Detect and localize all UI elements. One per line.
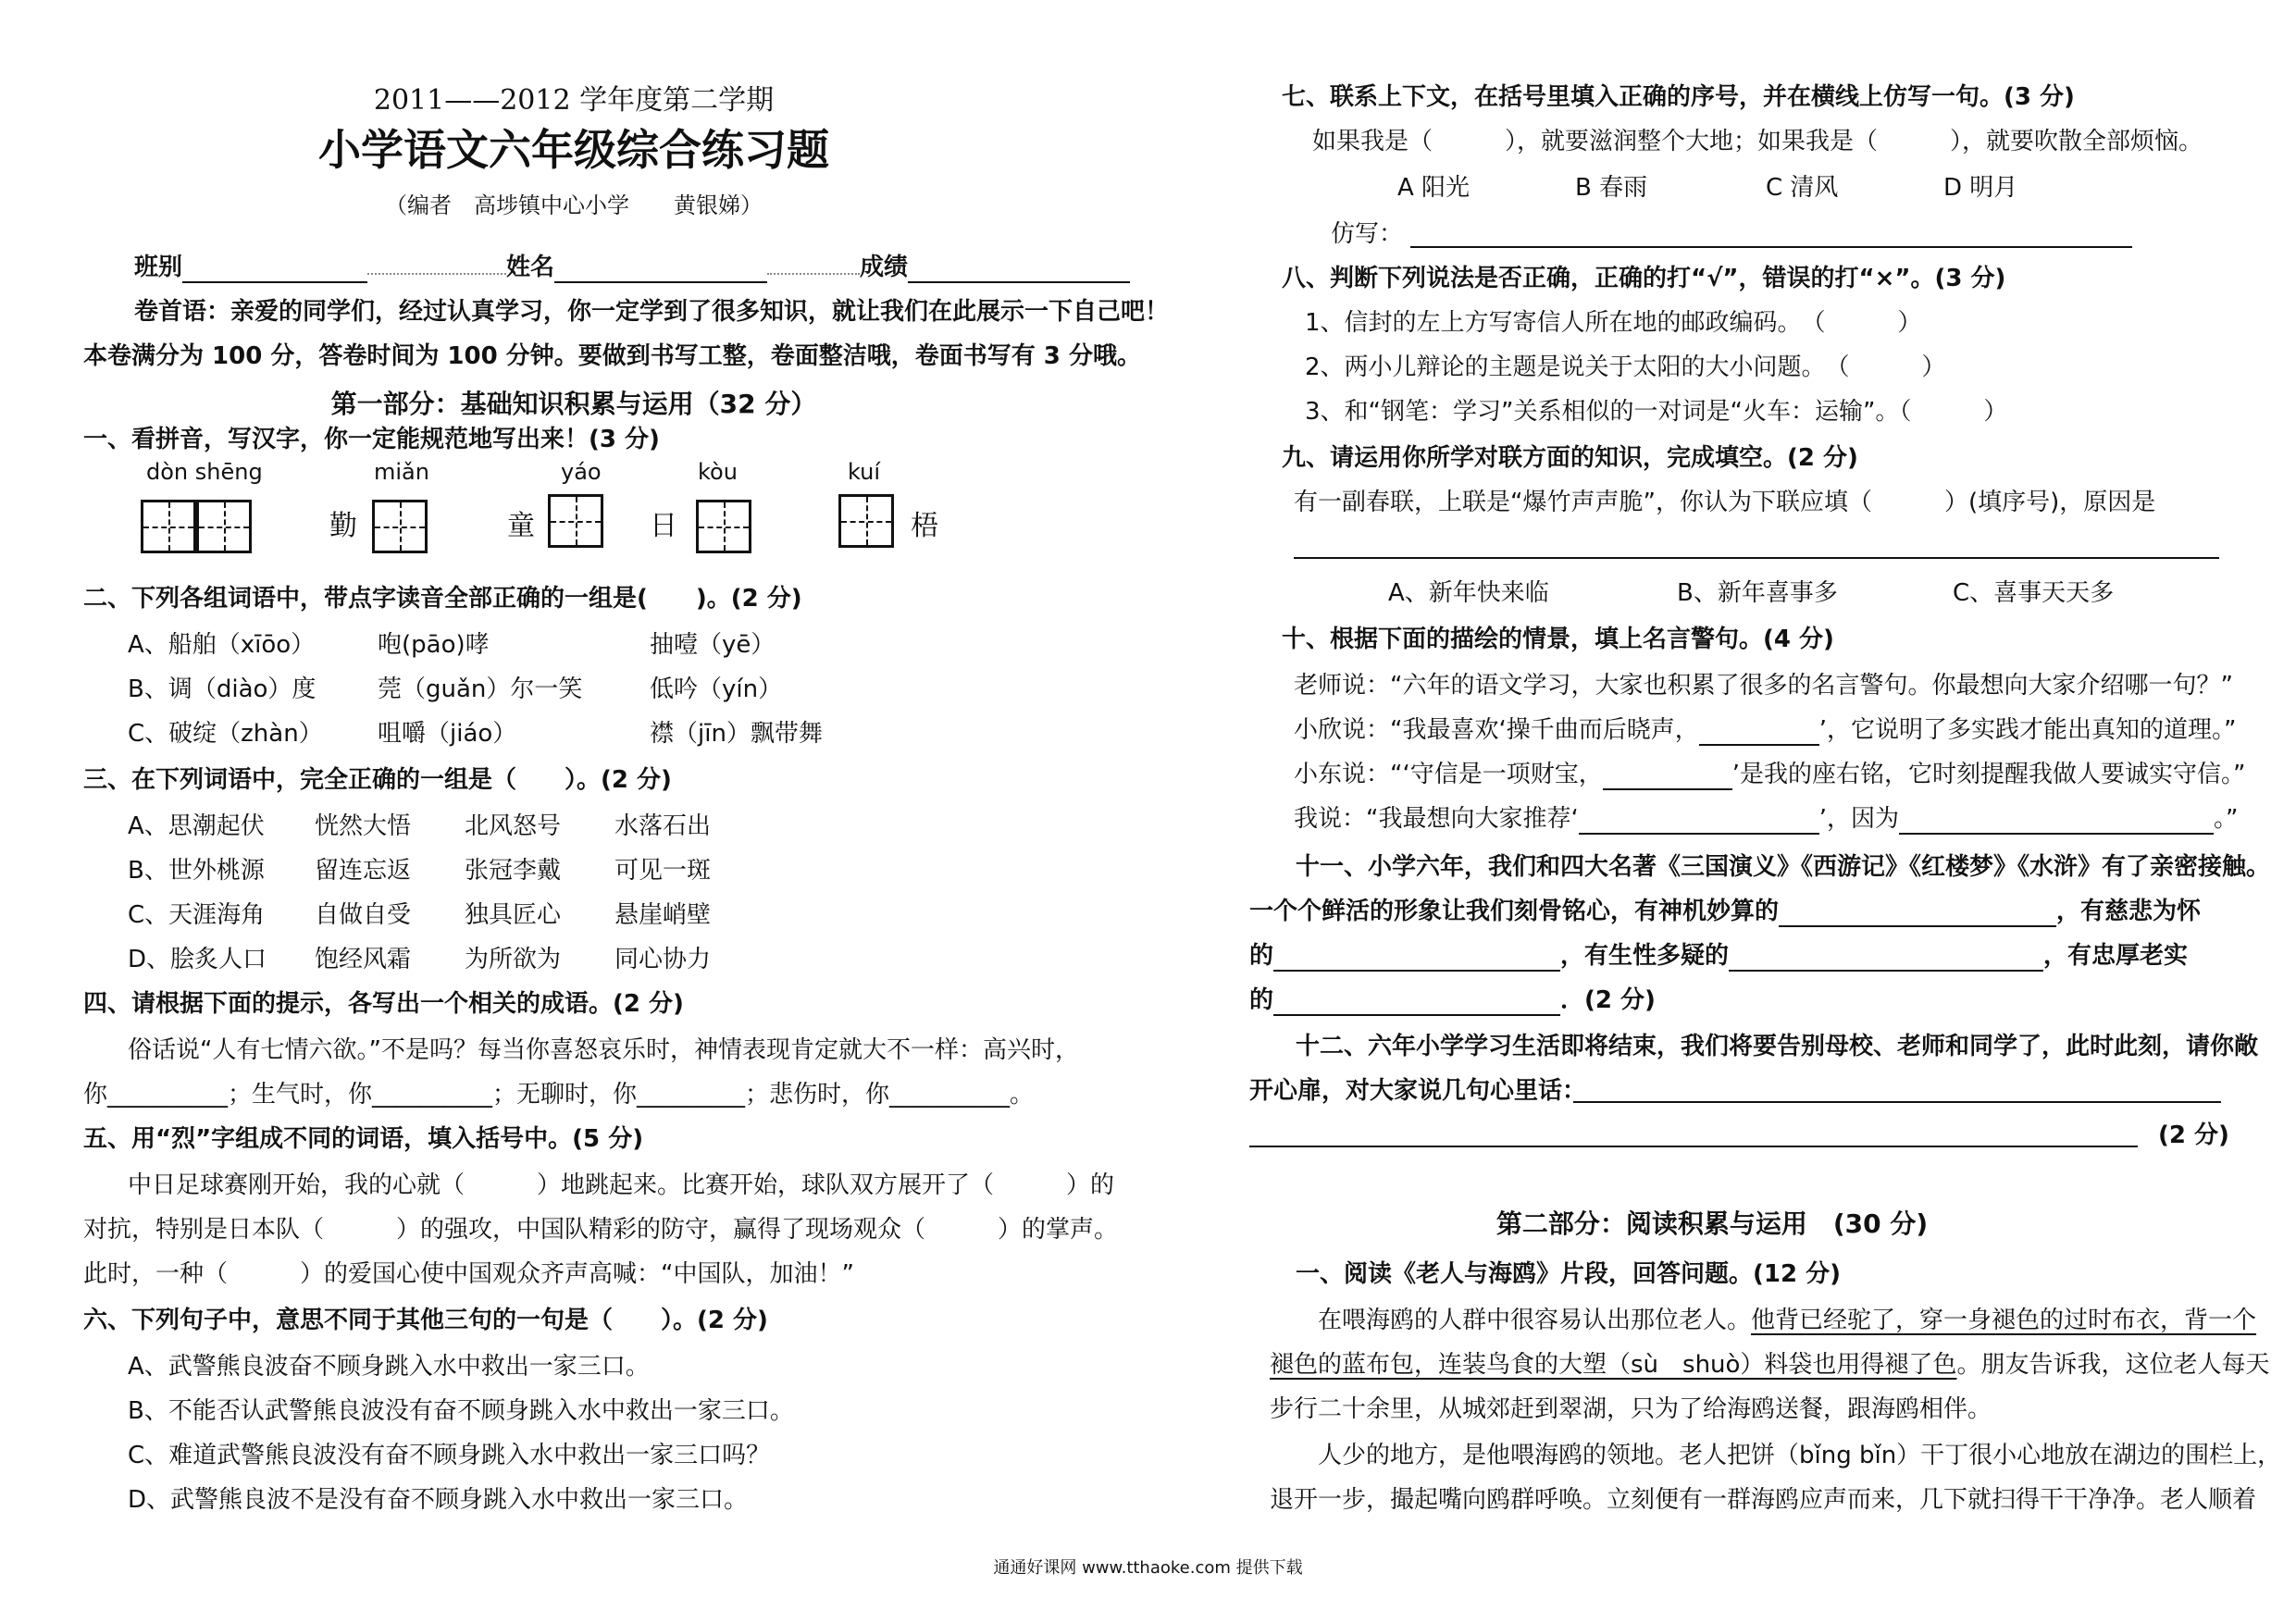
q1-pinyin-1: dòn shēng xyxy=(146,459,263,485)
q3-cell: 可见一斑 xyxy=(614,857,712,885)
q1-pinyin-5: kuí xyxy=(848,459,881,485)
q3-cell: 独具匠心 xyxy=(465,901,562,929)
q1-pinyin-4: kòu xyxy=(698,459,738,485)
writing-box[interactable] xyxy=(141,500,196,553)
q9-title: 九、请运用你所学对联方面的知识，完成填空。(2 分) xyxy=(1282,444,1858,472)
reading-p4: 人少的地方，是他喂海鸥的领地。老人把饼（bǐng bǐn）干丁很小心地放在湖边的围栏上， xyxy=(1318,1442,2282,1469)
q3-cell: B、世外桃源 xyxy=(128,857,265,885)
q7-option-b: B 春雨 xyxy=(1575,174,1648,202)
q2-b-1: B、调（diào）度 xyxy=(128,675,316,703)
q6-option-a: A、武警熊良波奋不顾身跳入水中救出一家三口。 xyxy=(128,1353,650,1381)
q2-c-2: 咀嚼（jiáo） xyxy=(378,720,517,748)
q12-answer-line[interactable] xyxy=(1573,1101,2221,1103)
q10-blank[interactable] xyxy=(1579,833,1819,835)
year-line: 2011——2012 学年度第二学期 xyxy=(373,84,775,117)
reading-p3: 步行二十余里，从城郊赶到翠湖，只为了给海鸥送餐，跟海鸥相伴。 xyxy=(1270,1395,1992,1423)
q9-option-c: C、喜事天天多 xyxy=(1953,579,2115,607)
writing-box[interactable] xyxy=(196,500,252,553)
q10-line-1: 老师说：“六年的语文学习，大家也积累了很多的名言警句。你最想向大家介绍哪一句？” xyxy=(1294,672,2233,700)
q2-a-2: 咆(pāo)哮 xyxy=(378,631,490,659)
q2-c-1: C、破绽（zhàn） xyxy=(128,720,323,748)
writing-box[interactable] xyxy=(696,500,751,553)
reading-p2: 褪色的蓝布包，连装鸟食的大塑（sù shuò）料袋也用得褪了色。朋友告诉我，这位老人每天 xyxy=(1270,1351,2270,1379)
q11-line-2: 一个个鲜活的形象让我们刻骨铭心，有神机妙算的 ，有慈悲为怀 xyxy=(1249,898,2202,925)
writing-box[interactable] xyxy=(838,494,894,548)
q3-cell: D、脍炙人口 xyxy=(128,946,267,973)
q9-option-b: B、新年喜事多 xyxy=(1677,579,1838,607)
q11-blank[interactable] xyxy=(1729,970,2043,972)
reading-title: 一、阅读《老人与海鸥》片段，回答问题。(12 分) xyxy=(1296,1260,1841,1288)
q11-line-4: 的 ．(2 分) xyxy=(1249,986,1656,1014)
q3-cell: 悬崖峭壁 xyxy=(614,901,712,929)
q3-cell: 为所欲为 xyxy=(465,946,562,973)
q2-b-3: 低吟（yín） xyxy=(650,675,783,703)
q2-title: 二、下列各组词语中，带点字读音全部正确的一组是( )。(2 分) xyxy=(83,585,802,613)
info-line xyxy=(134,252,1130,283)
q11-blank[interactable] xyxy=(1779,925,2056,927)
q1-char-4: 梧 xyxy=(911,510,938,542)
author-line: （编者 高埗镇中心小学 黄银娣） xyxy=(385,192,763,218)
q11-blank[interactable] xyxy=(1273,970,1560,972)
q7-option-c: C 清风 xyxy=(1766,174,1839,202)
q8-item-3: 3、和“钢笔：学习”关系相似的一对词是“火车：运输”。（ ） xyxy=(1305,398,2008,426)
q3-cell: 水落石出 xyxy=(614,812,712,840)
q5-line-1: 中日足球赛刚开始，我的心就（ ）地跳起来。比赛开始，球队双方展开了（ ）的 xyxy=(128,1171,1115,1199)
q7-option-d: D 明月 xyxy=(1943,174,2018,202)
q3-cell: 北风怒号 xyxy=(465,812,562,840)
q3-cell: 自做自受 xyxy=(315,901,412,929)
q2-a-3: 抽噎（yē） xyxy=(650,631,776,659)
q4-title: 四、请根据下面的提示，各写出一个相关的成语。(2 分) xyxy=(83,990,684,1018)
q2-c-3: 襟（jīn）飘带舞 xyxy=(650,720,823,748)
q6-option-c: C、难道武警熊良波没有奋不顾身跳入水中救出一家三口吗？ xyxy=(128,1442,771,1469)
footer-credit: 通通好课网 www.tthaoke.com 提供下载 xyxy=(993,1558,1303,1578)
q10-line-3: 小东说：“‘守信是一项财宝， ’是我的座右铭，它时刻提醒我做人要诚实守信。” xyxy=(1294,761,2246,788)
q7-option-a: A 阳光 xyxy=(1397,174,1471,202)
q2-b-2: 莞（guǎn）尔一笑 xyxy=(378,675,583,703)
writing-box[interactable] xyxy=(372,500,428,553)
q11-line-1: 十一、小学六年，我们和四大名著《三国演义》《西游记》《红楼梦》《水浒》有了亲密接触。 xyxy=(1296,853,2271,881)
q10-blank[interactable] xyxy=(1603,788,1732,790)
q10-blank[interactable] xyxy=(1899,833,2214,835)
q12-answer-line[interactable] xyxy=(1249,1146,2138,1147)
q1-char-2: 童 xyxy=(507,510,535,542)
q3-cell: 饱经风霜 xyxy=(315,946,412,973)
q7-title: 七、联系上下文，在括号里填入正确的序号，并在横线上仿写一句。(3 分) xyxy=(1282,83,2075,111)
q1-char-1: 勤 xyxy=(329,510,357,542)
q8-item-1: 1、信封的左上方写寄信人所在地的邮政编码。 （ ） xyxy=(1305,309,1922,337)
right-page xyxy=(1148,0,2296,1623)
q10-blank[interactable] xyxy=(1699,744,1819,746)
q3-title: 三、在下列词语中，完全正确的一组是（ ）。(2 分) xyxy=(83,766,672,794)
class-field[interactable] xyxy=(182,281,367,283)
q7-answer-line[interactable] xyxy=(1410,246,2132,248)
q3-cell: 同心协力 xyxy=(614,946,712,973)
q7-line-1: 如果我是（ ），就要滋润整个大地；如果我是（ ），就要吹散全部烦恼。 xyxy=(1312,128,2203,155)
score-label: 成绩 xyxy=(860,254,909,281)
intro-line-2: 本卷满分为 100 分，答卷时间为 100 分钟。要做到书写工整，卷面整洁哦，卷面书写有 3 分哦。 xyxy=(83,342,1141,370)
reading-p5: 退开一步，撮起嘴向鸥群呼唤。立刻便有一群海鸥应声而来，几下就扫得干干净净。老人顺着 xyxy=(1270,1486,2257,1514)
q3-cell: 张冠李戴 xyxy=(465,857,562,885)
q1-pinyin-2: miǎn xyxy=(374,459,429,485)
q3-cell: 留连忘返 xyxy=(315,857,412,885)
q11-blank[interactable] xyxy=(1273,1014,1560,1016)
q1-pinyin-3: yáo xyxy=(561,459,602,485)
q10-title: 十、根据下面的描绘的情景，填上名言警句。(4 分) xyxy=(1282,626,1834,653)
intro-line-1: 卷首语：亲爱的同学们，经过认真学习，你一定学到了很多知识，就让我们在此展示一下自己吧！ xyxy=(134,298,1170,326)
q12-line-1: 十二、六年小学学习生活即将结束，我们将要告别母校、老师和同学了，此时此刻，请你敞 xyxy=(1296,1033,2259,1060)
page-title: 小学语文六年级综合练习题 xyxy=(318,125,829,175)
q9-answer-line[interactable] xyxy=(1294,557,2219,559)
q6-title: 六、下列句子中，意思不同于其他三句的一句是（ ）。(2 分) xyxy=(83,1307,768,1334)
part2-title: 第二部分：阅读积累与运用 (30 分) xyxy=(1496,1208,1929,1239)
q7-imitate-label: 仿写： xyxy=(1331,220,1404,248)
reading-p1: 在喂海鸥的人群中很容易认出那位老人。他背已经驼了，穿一身褪色的过时布衣，背一个 xyxy=(1318,1307,2257,1334)
writing-box[interactable] xyxy=(548,494,603,548)
q5-line-3: 此时，一种（ ）的爱国心使中国观众齐声高喊：“中国队，加油！” xyxy=(83,1260,854,1288)
q6-option-b: B、不能否认武警熊良波没有奋不顾身跳入水中救出一家三口。 xyxy=(128,1397,794,1425)
q8-title: 八、判断下列说法是否正确，正确的打“√”，错误的打“×”。(3 分) xyxy=(1282,265,2006,292)
q12-line-2: 开心扉，对大家说几句心里话： xyxy=(1249,1077,1587,1105)
q12-score: (2 分) xyxy=(2158,1121,2229,1149)
class-label: 班别 xyxy=(134,254,183,281)
q10-line-2: 小欣说：“我最喜欢‘操千曲而后晓声， ’，它说明了多实践才能出真知的道理。” xyxy=(1294,716,2237,744)
q6-option-d: D、武警熊良波不是没有奋不顾身跳入水中救出一家三口。 xyxy=(128,1486,749,1514)
q1-title: 一、看拼音，写汉字，你一定能规范地写出来！(3 分) xyxy=(83,426,660,453)
q11-line-3: 的 ，有生性多疑的 ，有忠厚老实 xyxy=(1249,942,2189,970)
q1-char-3: 日 xyxy=(650,510,677,542)
q4-line-2: 你__________；生气时，你__________；无聊时，你_________；悲伤时，你__________。 xyxy=(83,1081,1035,1109)
name-field[interactable] xyxy=(554,281,767,283)
part1-title: 第一部分：基础知识积累与运用（32 分） xyxy=(330,389,817,419)
q3-cell: 恍然大悟 xyxy=(315,812,412,840)
q5-title: 五、用“烈”字组成不同的词语，填入括号中。(5 分) xyxy=(83,1125,644,1153)
q3-cell: A、思潮起伏 xyxy=(128,812,265,840)
q4-line-1: 俗话说“人有七情六欲。”不是吗？每当你喜怒哀乐时，神情表现肯定就大不一样：高兴时， xyxy=(128,1036,1079,1064)
q9-option-a: A、新年快来临 xyxy=(1388,579,1549,607)
q8-item-2: 2、两小儿辩论的主题是说关于太阳的大小问题。 （ ） xyxy=(1305,353,1946,381)
score-field[interactable] xyxy=(908,281,1130,283)
q5-line-2: 对抗，特别是日本队（ ）的强攻，中国队精彩的防守，赢得了现场观众（ ）的掌声。 xyxy=(83,1216,1119,1244)
name-label: 姓名 xyxy=(506,254,555,281)
q9-line-1: 有一副春联，上联是“爆竹声声脆”，你认为下联应填（ ）(填序号)，原因是 xyxy=(1294,489,2156,516)
q10-line-4: 我说：“我最想向大家推荐‘ ’，因为 。” xyxy=(1294,805,2239,833)
q3-cell: C、天涯海角 xyxy=(128,901,266,929)
q2-a-1: A、船舶（xīōo） xyxy=(128,631,316,659)
